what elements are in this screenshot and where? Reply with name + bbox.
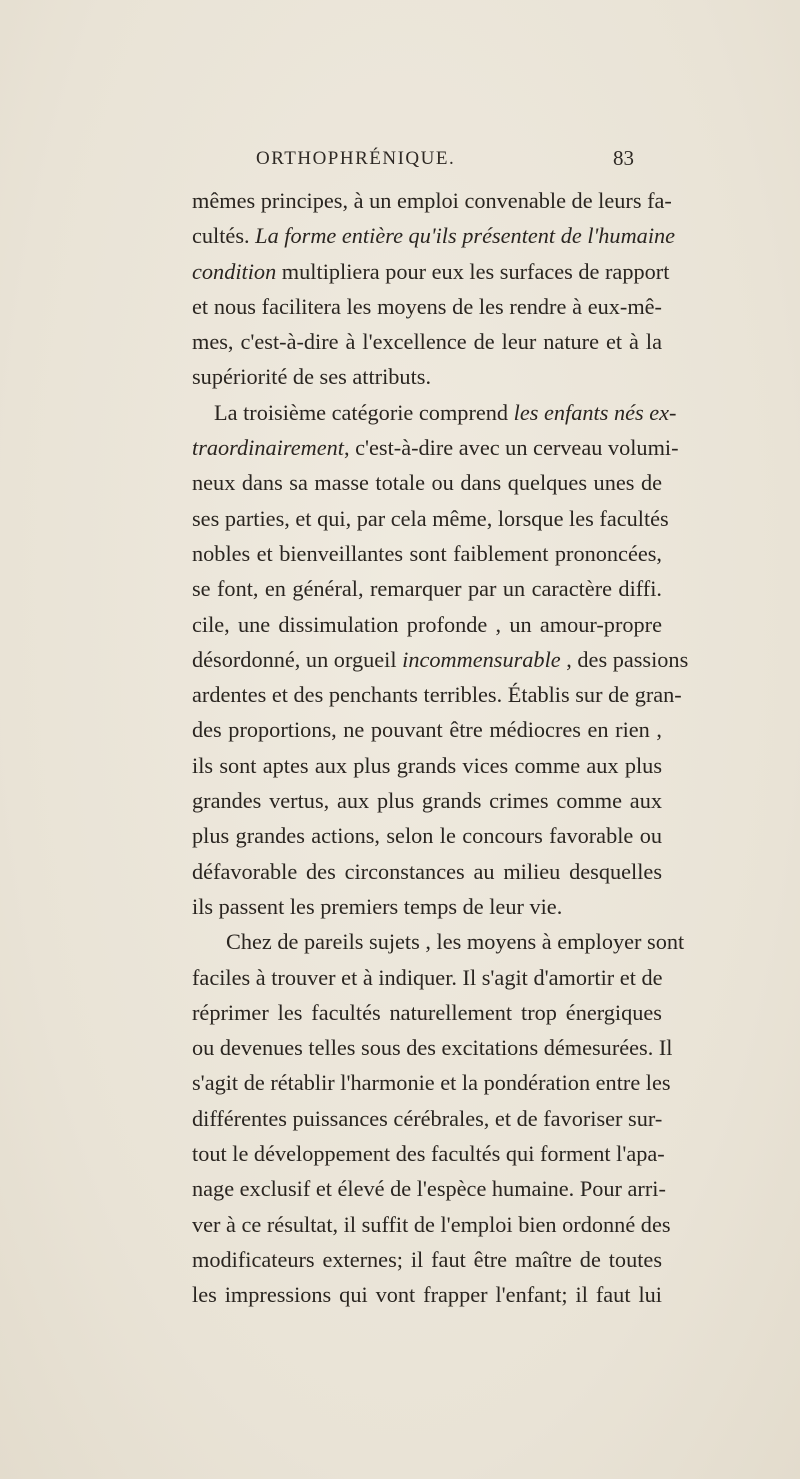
- text-line: [192, 254, 670, 289]
- body-text: [192, 183, 689, 1313]
- text-run: , c'est-à-dire avec un cerveau volumi-: [343, 435, 679, 461]
- text-run: multipliera pour eux les surfaces de rapport: [276, 258, 670, 284]
- italic-run: condition: [192, 258, 277, 284]
- text-line: tout le développement des facultés qui forment l'apa-: [192, 1141, 665, 1167]
- text-line: neux dans sa masse totale ou dans quelques unes de: [192, 470, 662, 496]
- text-line: [192, 395, 677, 430]
- text-line: ils sont aptes aux plus grands vices comme aux plus: [192, 752, 662, 778]
- text-run: désordonné, un orgueil: [192, 646, 403, 672]
- text-line: réprimer les facultés naturellement trop énergiques: [192, 999, 662, 1025]
- text-line: et nous facilitera les moyens de les rendre à eux-mê-: [192, 293, 662, 319]
- text-line: se font, en général, remarquer par un caractère diffi.: [192, 576, 662, 602]
- italic-run: incommensurable: [402, 646, 561, 672]
- text-line: s'agit de rétablir l'harmonie et la pondération entre les: [192, 1070, 671, 1096]
- text-line: [192, 218, 676, 253]
- page-number: 83: [613, 146, 634, 170]
- text-line: ver à ce résultat, il suffit de l'emploi bien ordonné des: [192, 1211, 671, 1237]
- text-run: , des passions: [560, 646, 689, 672]
- text-line: ils passent les premiers temps de leur vie.: [192, 893, 563, 919]
- text-line: mes, c'est-à-dire à l'excellence de leur nature et à la: [192, 329, 662, 355]
- italic-run: les enfants nés ex-: [513, 399, 677, 425]
- text-line: [192, 430, 679, 465]
- italic-run: traordinairement: [192, 435, 344, 461]
- text-line: nage exclusif et élevé de l'espèce humaine. Pour arri-: [192, 1176, 666, 1202]
- text-line: modificateurs externes; il faut être maître de toutes: [192, 1246, 662, 1272]
- text-line: défavorable des circonstances au milieu desquelles: [192, 858, 662, 884]
- text-run: cultés.: [192, 223, 256, 249]
- text-line: grandes vertus, aux plus grands crimes comme aux: [192, 788, 662, 814]
- text-run: La troisième catégorie comprend: [214, 399, 514, 425]
- text-line: Chez de pareils sujets , les moyens à employer sont: [226, 929, 685, 955]
- text-line: des proportions, ne pouvant être médiocres en rien ,: [192, 717, 662, 743]
- text-line: supériorité de ses attributs.: [192, 364, 432, 390]
- text-line: ses parties, et qui, par cela même, lorsque les facultés: [192, 505, 669, 531]
- page-header: [0, 148, 800, 178]
- text-line: nobles et bienveillantes sont faiblement prononcées,: [192, 540, 662, 566]
- running-title: ORTHOPHRÉNIQUE.: [256, 148, 456, 169]
- text-line: cile, une dissimulation profonde , un amour-propre: [192, 611, 662, 637]
- text-line: les impressions qui vont frapper l'enfant; il faut lui: [192, 1282, 662, 1308]
- text-line: mêmes principes, à un emploi convenable de leurs fa-: [192, 188, 672, 213]
- text-line: plus grandes actions, selon le concours favorable ou: [192, 823, 662, 849]
- text-line: ou devenues telles sous des excitations démesurées. Il: [192, 1035, 673, 1061]
- text-line: différentes puissances cérébrales, et de favoriser sur-: [192, 1105, 663, 1131]
- text-line: faciles à trouver et à indiquer. Il s'agit d'amortir et de: [192, 964, 663, 990]
- italic-run: La forme entière qu'ils présentent de l'humaine: [255, 223, 676, 249]
- text-line: [192, 642, 689, 677]
- text-line: ardentes et des penchants terribles. Établis sur de gran-: [192, 682, 682, 708]
